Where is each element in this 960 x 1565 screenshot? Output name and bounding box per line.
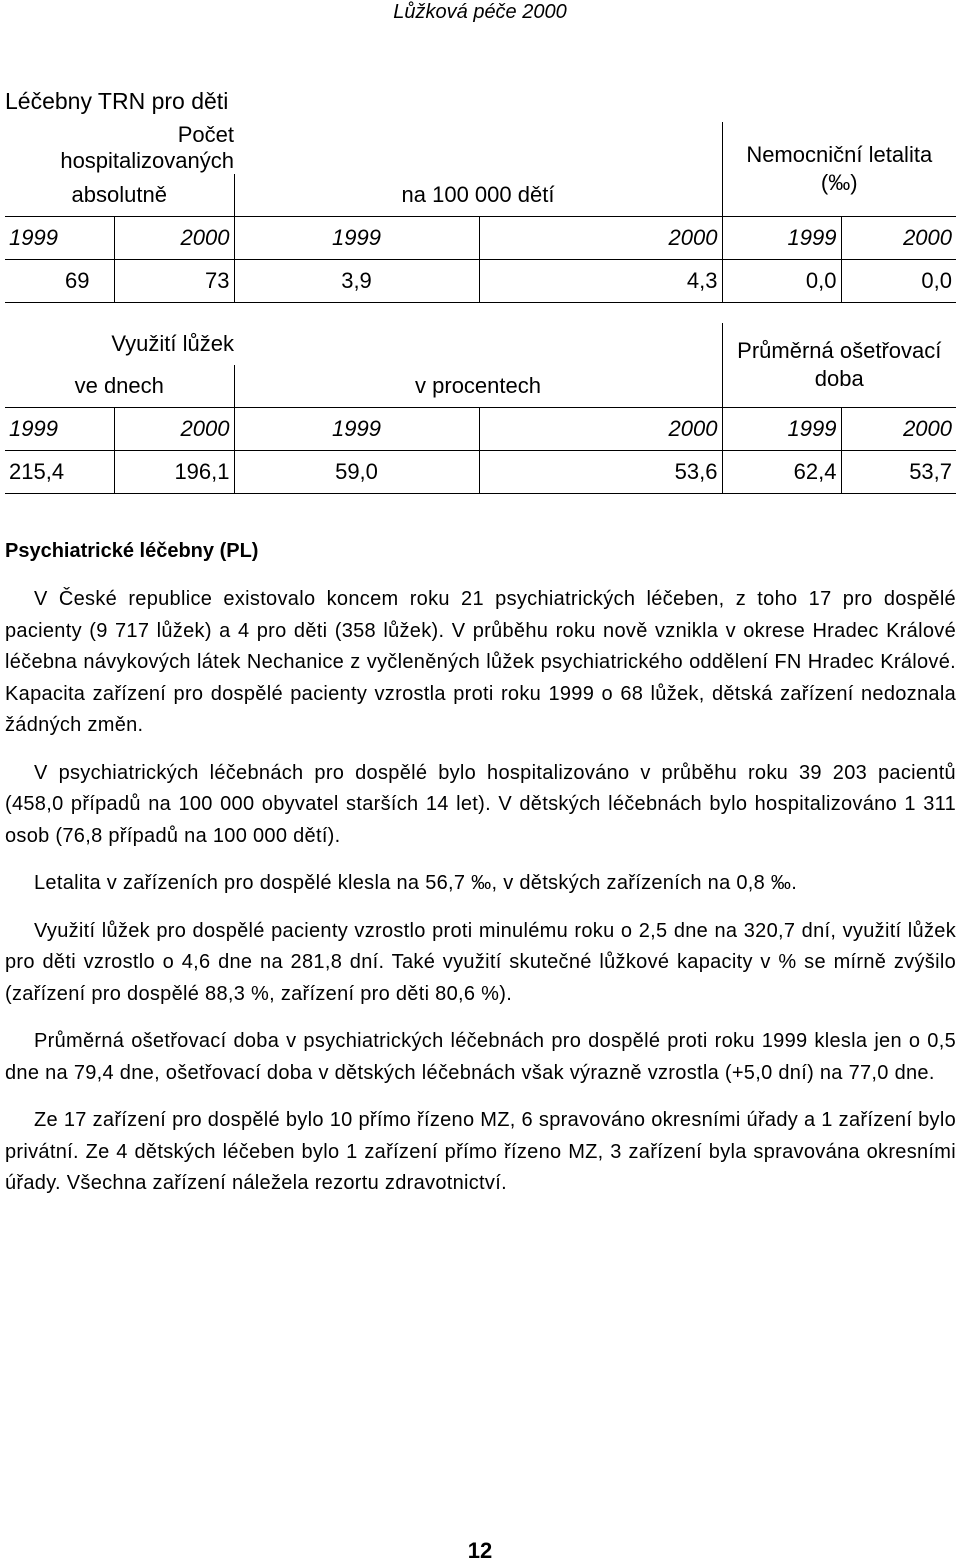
year-cell: 1999	[722, 217, 841, 260]
group-header-count-cont	[234, 122, 722, 174]
sub-header-days: ve dnech	[5, 365, 234, 408]
value-cell: 3,9	[234, 260, 479, 303]
group-header-avg-stay: Průměrná ošetřovací doba	[722, 323, 956, 408]
value-cell: 0,0	[841, 260, 956, 303]
paragraph: Využití lůžek pro dospělé pacienty vzrostlo proti minulému roku o 2,5 dne na 320,7 dní, využití lůžek pro děti vzrostlo o 4,6 dne na 281,8 dní. Také využití skutečné lůžkové kapacity v % se mírně zvýšilo (zařízení pro dospělé 88,3 %, zařízení pro děti 80,6 %).	[5, 919, 956, 1005]
section-heading: Psychiatrické léčebny (PL)	[5, 540, 259, 562]
year-cell: 2000	[841, 217, 956, 260]
sub-header-absolute: absolutně	[5, 174, 234, 217]
value-cell: 62,4	[722, 451, 841, 494]
sub-header-percent: v procentech	[234, 365, 722, 408]
group-header-count: Počet hospitalizovaných	[60, 122, 234, 173]
value-cell: 69	[5, 260, 114, 303]
year-cell: 2000	[479, 217, 722, 260]
paragraph: V České republice existovalo koncem roku 21 psychiatrických léčeben, z toho 17 pro dospělé pacienty (9 717 lůžek) a 4 pro děti (358 lůžek). V průběhu roku nově vznikla v okrese Hradec Králové léčebna návykových látek Nechanice z vyčleněných lůžek psychiatrického oddělení FN Hradec Králové. Kapacita zařízení pro dospělé pacienty vzrostla proti roku 1999 o 68 lůžek, dětská zařízení nedoznala žádných změn.	[5, 588, 956, 736]
paragraph: Průměrná ošetřovací doba v psychiatrických léčebnách pro dospělé proti roku 1999 klesla jen o 0,5 dne na 79,4 dne, ošetřovací doba v dětských léčebnách však výrazně vzrostla (+5,0 dní) na 77,0 dne.	[5, 1030, 956, 1084]
group-header-usage-cont	[234, 323, 722, 365]
value-cell: 53,7	[841, 451, 956, 494]
value-cell: 73	[114, 260, 234, 303]
year-cell: 2000	[114, 408, 234, 451]
value-cell: 0,0	[722, 260, 841, 303]
page-number: 12	[467, 1538, 493, 1563]
sub-header-per-100000: na 100 000 dětí	[234, 174, 722, 217]
year-cell: 2000	[841, 408, 956, 451]
body-text	[5, 584, 956, 1216]
year-cell: 2000	[479, 408, 722, 451]
group-header-usage: Využití lůžek	[111, 331, 234, 356]
year-cell: 1999	[234, 217, 479, 260]
bed-usage-table	[5, 323, 956, 494]
paragraph: Letalita v zařízeních pro dospělé klesla na 56,7 ‰, v dětských zařízeních na 0,8 ‰.	[34, 872, 798, 894]
paragraph: Ze 17 zařízení pro dospělé bylo 10 přímo řízeno MZ, 6 spravováno okresními úřady a 1 zařízení bylo privátní. Ze 4 dětských léčeben bylo 1 zařízení přímo řízeno MZ, 3 zařízení byla spravována okresními úřady. Všechna zařízení náležela rezortu zdravotnictví.	[5, 1109, 956, 1194]
paragraph: V psychiatrických léčebnách pro dospělé bylo hospitalizováno v průběhu roku 39 203 pacientů (458,0 případů na 100 000 obyvatel starších 14 let). V dětských léčebnách bylo hospitalizováno 1 311 osob (76,8 případů na 100 000 dětí).	[5, 761, 956, 847]
group-header-lethality: Nemocniční letalita (‰)	[722, 122, 956, 217]
value-cell: 59,0	[234, 451, 479, 494]
year-cell: 1999	[722, 408, 841, 451]
value-cell: 53,6	[479, 451, 722, 494]
year-cell: 1999	[5, 408, 114, 451]
running-head: Lůžková péče 2000	[393, 1, 567, 23]
value-cell: 196,1	[114, 451, 234, 494]
year-cell: 1999	[234, 408, 479, 451]
year-cell: 1999	[5, 217, 114, 260]
section-title: Léčebny TRN pro děti	[5, 88, 229, 114]
year-cell: 2000	[114, 217, 234, 260]
hospitalization-table	[5, 122, 956, 303]
value-cell: 4,3	[479, 260, 722, 303]
value-cell: 215,4	[5, 451, 114, 494]
